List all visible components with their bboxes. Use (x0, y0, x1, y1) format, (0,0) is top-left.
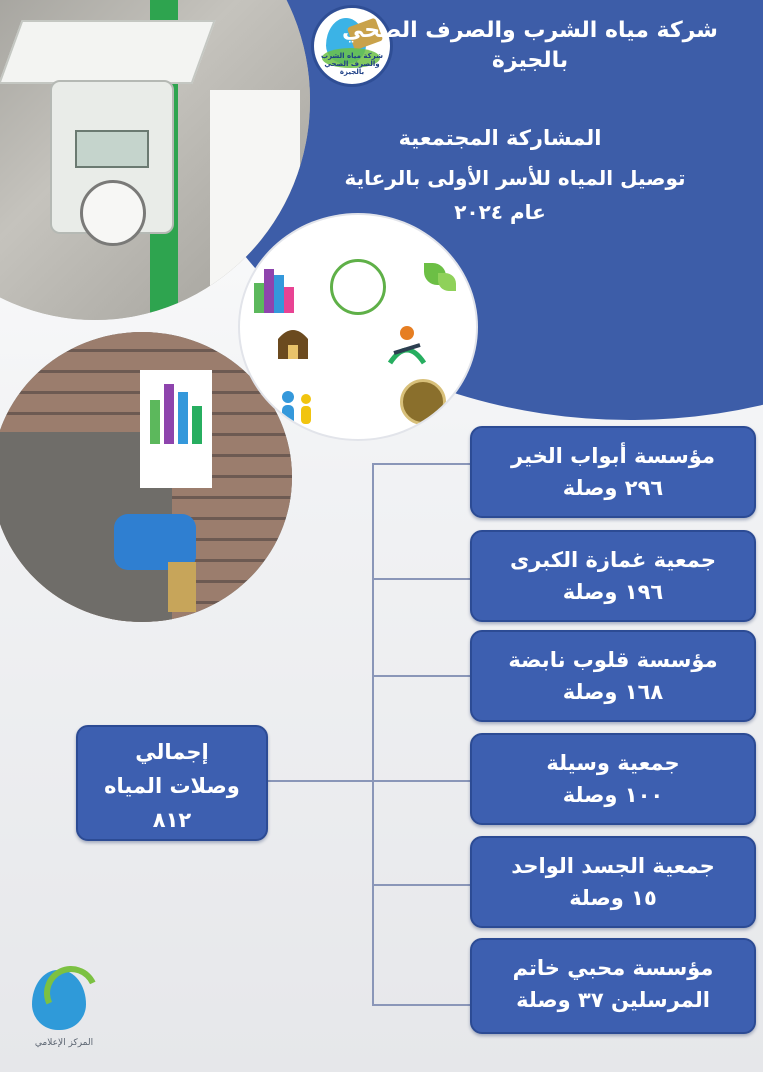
badge-logo-icon (400, 379, 446, 425)
total-value: ٨١٢ (152, 808, 192, 832)
org-name: مؤسسة قلوب نابضة (508, 648, 718, 672)
org-count: ١٠٠ وصلة (562, 783, 664, 807)
logo-text: شركة مياه الشرب والصرف الصحي بالجيزة (321, 52, 383, 76)
tree-trunk (372, 463, 374, 1004)
org-box-abwab-alkhair (470, 426, 756, 518)
aljasad-alwahed-logo-icon (274, 321, 312, 361)
partner-logos (240, 215, 476, 439)
tree-branch-2 (372, 578, 470, 580)
foundation-sign (140, 370, 212, 488)
meter-dial (80, 180, 146, 246)
org-count: ١٩٦ وصلة (562, 580, 664, 604)
subtitle: توصيل المياه للأسر الأولى بالرعاية (344, 166, 686, 190)
org-name: مؤسسة أبواب الخير (511, 444, 715, 468)
total-label-line2: وصلات المياه (104, 774, 240, 798)
green-pipe-bottom (250, 594, 290, 622)
org-count: ١٥ وصلة (569, 886, 657, 910)
org-name: جمعية الجسد الواحد (511, 854, 715, 878)
tree-branch-1 (372, 463, 470, 465)
org-box-wasila (470, 733, 756, 825)
haq-alkhair-logo-icon (330, 259, 386, 315)
meter-lid (0, 20, 216, 84)
year-label: عام ٢٠٢٤ (454, 200, 546, 224)
tree-branch-3 (372, 675, 470, 677)
yanabee-logo-icon (384, 323, 430, 371)
people-logo-icon (276, 387, 322, 427)
org-box-aljasad-alwahed (470, 836, 756, 928)
org-count: المرسلين ٣٧ وصلة (516, 988, 710, 1012)
org-box-mohebbi-khatam (470, 938, 756, 1034)
org-box-qoloub-nabda (470, 630, 756, 722)
org-box-ghamaza (470, 530, 756, 622)
org-name: جمعية غمازة الكبرى (510, 548, 716, 572)
abwab-alkhair-logo-icon (254, 265, 294, 313)
org-name: مؤسسة محبي خاتم (512, 956, 714, 980)
tree-branch-total (268, 780, 372, 782)
brass-fitting (168, 562, 196, 612)
media-center-logo (24, 966, 94, 1066)
org-count: ١٦٨ وصلة (562, 680, 664, 704)
section-title: المشاركة المجتمعية (398, 126, 602, 150)
meter-display (75, 130, 149, 168)
tree-branch-4 (372, 780, 470, 782)
total-label-line1: إجمالي (135, 740, 209, 764)
org-name: جمعية وسيلة (546, 751, 680, 775)
company-name: شركة مياه الشرب والصرف الصحي بالجيزة (342, 18, 718, 73)
media-center-name: المركز الإعلامي (34, 1038, 94, 1048)
leaf-logo-icon (414, 259, 464, 305)
header (290, 0, 740, 240)
tree-branch-5 (372, 884, 470, 886)
total-connections-box (76, 725, 268, 841)
tree-branch-6 (372, 1004, 470, 1006)
org-count: ٢٩٦ وصلة (562, 476, 664, 500)
installed-meter-photo (0, 332, 292, 622)
